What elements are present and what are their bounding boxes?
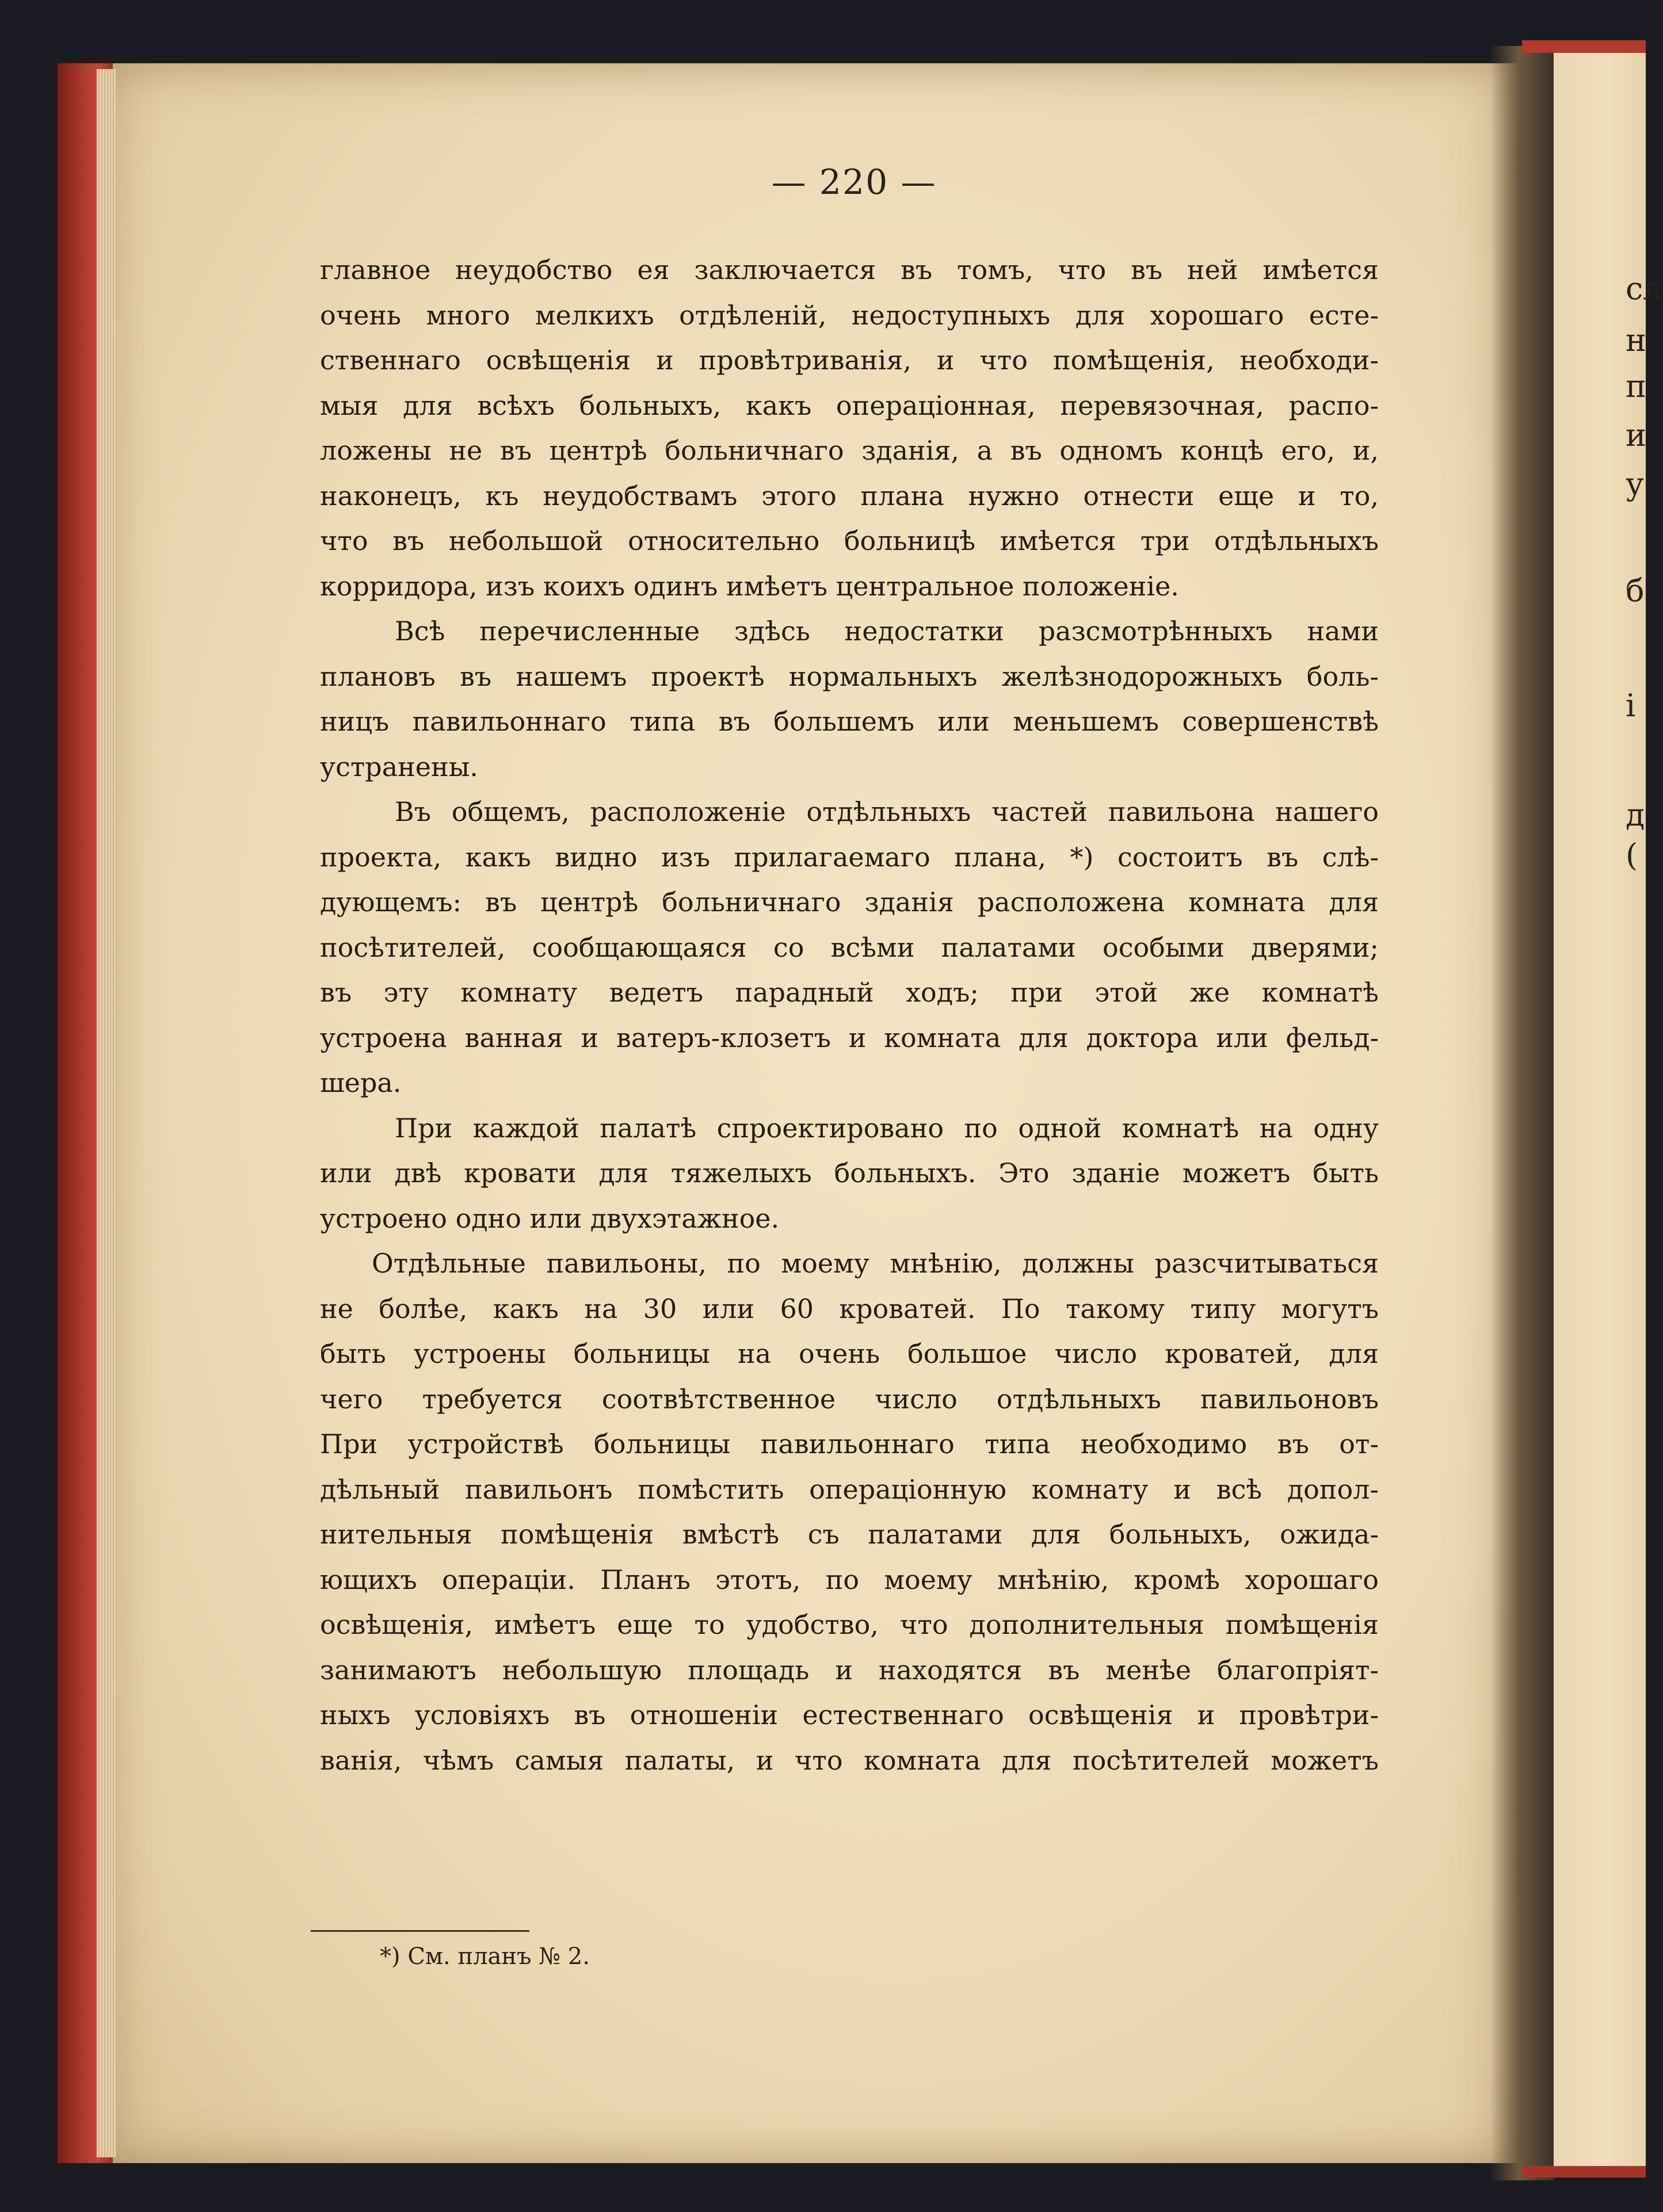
book-gutter [1490, 46, 1554, 2180]
paragraph [320, 789, 1379, 1106]
page-stack-left [97, 69, 116, 2157]
text-line: ственнаго освѣщенія и провѣтриванія, и что помѣщенія, необходи- [320, 345, 1379, 376]
text-line: устроено одно или двухэтажное. [320, 1202, 780, 1234]
next-page-letter: у [1626, 466, 1644, 502]
text-line: не болѣе, какъ на 30 или 60 кроватей. По такому типу могутъ [320, 1293, 1379, 1324]
text-line: что въ небольшой относительно больницѣ имѣется три отдѣльныхъ [320, 525, 1379, 556]
page-number: — 220 — [771, 162, 937, 203]
text-line: наконецъ, къ неудобствамъ этого плана нужно отнести еще и то, [320, 480, 1379, 511]
text-line: главное неудобство ея заключается въ томъ, что въ ней имѣется [320, 254, 1379, 285]
text-line: быть устроены больницы на очень большое число кроватей, для [320, 1338, 1379, 1369]
text-line: корридора, изъ коихъ одинъ имѣетъ центральное положеніе. [320, 570, 1179, 602]
next-page-letter: ( [1626, 837, 1638, 873]
text-line: въ эту комнату ведетъ парадный ходъ; при этой же комнатѣ [320, 977, 1379, 1008]
text-line: ванія, чѣмъ самыя палаты, и что комната для посѣтителей можетъ [320, 1744, 1379, 1776]
text-line: устроена ванная и ватеръ-клозетъ и комната для доктора или фельд- [320, 1022, 1379, 1053]
paragraph [320, 247, 1379, 609]
next-page-letter: п [1626, 368, 1646, 404]
text-line: дѣльный павильонъ помѣстить операціонную комнату и всѣ допол- [320, 1473, 1379, 1505]
paragraph [320, 609, 1379, 789]
text-line: ложены не въ центрѣ больничнаго зданія, а въ одномъ концѣ его, и, [320, 435, 1379, 466]
text-line: При каждой палатѣ спроектировано по одной комнатѣ на одну [395, 1112, 1379, 1144]
body-text [320, 247, 1379, 1783]
footnote: *) См. планъ № 2. [380, 1943, 590, 1970]
text-line: или двѣ кровати для тяжелыхъ больныхъ. Это зданіе можетъ быть [320, 1157, 1379, 1189]
text-line: посѣтителей, сообщающаяся со всѣми палатами особыми дверями; [320, 931, 1379, 963]
text-line: очень много мелкихъ отдѣленій, недоступныхъ для хорошаго есте- [320, 299, 1379, 331]
next-page-letter: д [1626, 797, 1645, 833]
next-page-letter: б [1626, 572, 1645, 609]
text-line: мыя для всѣхъ больныхъ, какъ операціонная, перевязочная, распо- [320, 389, 1379, 421]
text-line: устранены. [320, 751, 478, 782]
book-edge-top-right [1522, 40, 1646, 53]
text-line: чего требуется соотвѣтственное число отдѣльныхъ павильоновъ [320, 1383, 1379, 1415]
paragraph [320, 1241, 1379, 1783]
text-line: нительныя помѣщенія вмѣстѣ съ палатами для больныхъ, ожида- [320, 1519, 1379, 1550]
text-line: При устройствѣ больницы павильоннаго типа необходимо въ от- [320, 1428, 1379, 1460]
next-page-letter: і [1626, 687, 1636, 724]
next-page-letter: н [1626, 322, 1646, 358]
text-line: ющихъ операціи. Планъ этотъ, по моему мнѣнію, кромѣ хорошаго [320, 1564, 1379, 1595]
text-line: проекта, какъ видно изъ прилагаемаго плана, *) состоитъ въ слѣ- [320, 841, 1379, 873]
text-line: ницъ павильоннаго типа въ большемъ или меньшемъ совершенствѣ [320, 706, 1379, 737]
text-line: ныхъ условіяхъ въ отношеніи естественнаго освѣщенія и провѣтри- [320, 1699, 1379, 1730]
text-line: Въ общемъ, расположеніе отдѣльныхъ частей павильона нашего [395, 796, 1379, 827]
next-page-letter: сл [1626, 270, 1663, 307]
text-line: занимаютъ небольшую площадь и находятся въ менѣе благопріят- [320, 1654, 1379, 1686]
text-line: шера. [320, 1067, 402, 1098]
paragraph [320, 1106, 1379, 1241]
next-page-letter: и [1626, 417, 1646, 453]
text-line: плановъ въ нашемъ проектѣ нормальныхъ желѣзнодорожныхъ боль- [320, 660, 1379, 692]
book-edge-bottom-right [1522, 2166, 1646, 2177]
text-line: освѣщенія, имѣетъ еще то удобство, что дополнительныя помѣщенія [320, 1609, 1379, 1640]
text-line: Всѣ перечисленные здѣсь недостатки разсмотрѣнныхъ нами [395, 616, 1379, 647]
text-line: дующемъ: въ центрѣ больничнаго зданія расположена комната для [320, 887, 1379, 918]
footnote-rule [311, 1930, 529, 1932]
text-line: Отдѣльные павильоны, по моему мнѣнію, должны разсчитываться [372, 1248, 1379, 1279]
